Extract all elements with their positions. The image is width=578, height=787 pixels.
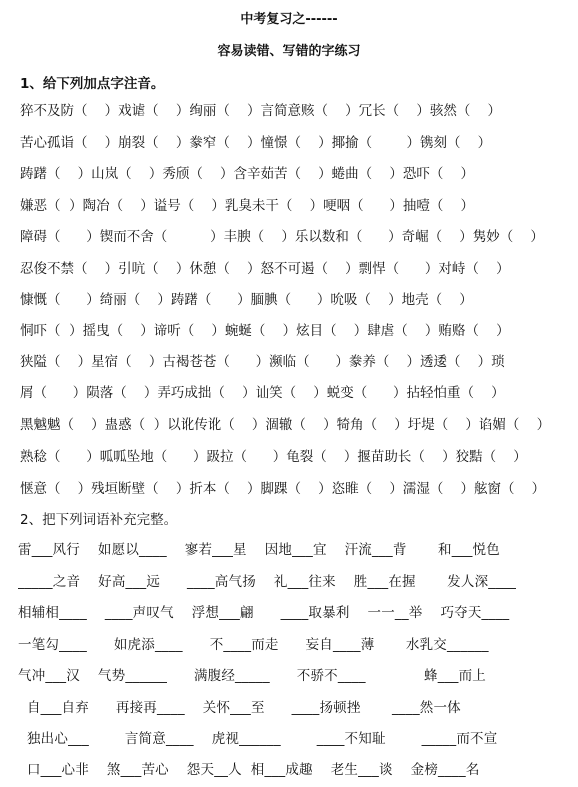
idiom-line: 相辅相____ ____声叹气 浮想___翩 ____取暴利 一一__举 巧夺天____ <box>18 605 510 621</box>
idiom-line: 气冲___汉 气势______ 满腹经_____ 不骄不____ 蜂___而上 <box>18 668 486 684</box>
pinyin-line: 慷慨（ ）绮丽（ ）踌躇（ ）腼腆（ ）吮吸（ ）地壳（ ） <box>20 292 473 308</box>
pinyin-line: 忍俊不禁（ ）引吭（ ）休憩（ ）怒不可遏（ ）剽悍（ ）对峙（ ） <box>20 261 510 277</box>
idiom-line: 自___自弃 再接再____ 关怀___至 ____扬顿挫 ____然一体 <box>18 700 461 716</box>
pinyin-line: 恫吓（ ）摇曳（ ）谛听（ ）蜿蜒（ ）炫目（ ）肆虐（ ）贿赂（ ） <box>20 323 510 339</box>
pinyin-line: 惬意（ ）残垣断壁（ ）折本（ ）脚踝（ ）恣睢（ ）濡湿（ ）舷窗（ ） <box>20 481 546 497</box>
pinyin-line: 障碍（ ）锲而不舍（ ）丰腴（ ）乐以数和（ ）奇崛（ ）隽妙（ ） <box>20 229 544 245</box>
pinyin-line: 嫌恶（ ）陶冶（ ）谥号（ ）乳臭未干（ ）哽咽（ ）抽噎（ ） <box>20 198 474 214</box>
idiom-line: 一笔勾____ 如虎添____ 不____而走 妄自____薄 水乳交______ <box>18 637 489 653</box>
pinyin-line: 熟稔（ ）呱呱坠地（ ）趿拉（ ）龟裂（ ）揠苗助长（ ）狡黠（ ） <box>20 449 527 465</box>
idiom-line: 雷___风行 如愿以____ 寥若___星 因地___宜 汗流___背 和___悦色 <box>18 542 500 558</box>
page-title: 中考复习之------ <box>240 12 338 27</box>
pinyin-line: 苦心孤诣（ ）崩裂（ ）豢窄（ ）憧憬（ ）揶揄（ ）镌刻（ ） <box>20 135 492 151</box>
section2-heading: 2、把下列词语补充完整。 <box>20 512 178 528</box>
pinyin-line: 狭隘（ ）星宿（ ）古褐苍苍（ ）濒临（ ）豢养（ ）透逶（ ）琐 <box>20 354 505 370</box>
idiom-line: 口___心非 煞___苦心 怨天__人 相___成趣 老生___谈 金榜____名 <box>18 762 480 778</box>
section1-heading: 1、给下列加点字注音。 <box>20 76 165 92</box>
pinyin-line: 黑魆魆（ ）蛊惑（ ）以讹传讹（ ）涸辙（ ）犄角（ ）圩堤（ ）谄媚（ ） <box>20 417 551 433</box>
pinyin-line: 猝不及防（ ）戏谑（ ）绚丽（ ）言简意赅（ ）冗长（ ）骇然（ ） <box>20 103 501 119</box>
pinyin-line: 屑（ ）陨落（ ）弄巧成拙（ ）讪笑（ ）蜕变（ ）拈轻怕重（ ） <box>20 385 505 401</box>
idiom-line: _____之音 好高___远 ____高气扬 礼___往来 胜___在握 发人深____ <box>18 574 517 590</box>
pinyin-line: 踌躇（ ）山岚（ ）秀颀（ ）含辛茹苦（ ）蜷曲（ ）恐吓（ ） <box>20 166 474 182</box>
page-subtitle: 容易读错、写错的字练习 <box>217 44 361 59</box>
idiom-line: 独出心___ 言简意____ 虎视______ ____不知耻 _____而不宣 <box>18 731 498 747</box>
